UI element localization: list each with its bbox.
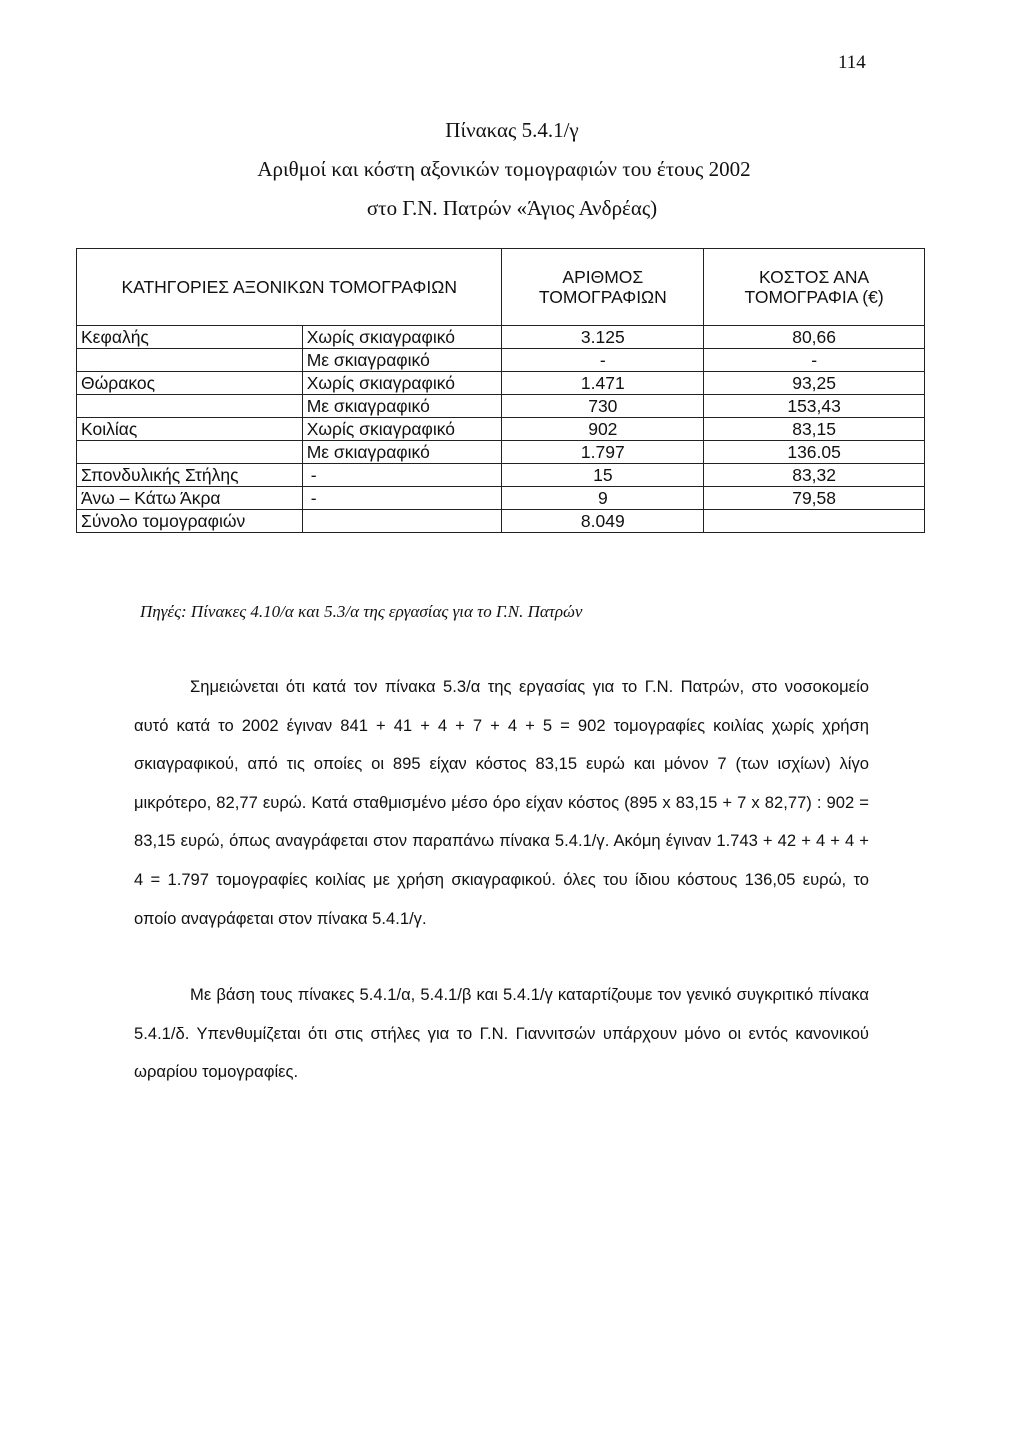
- total-label: Σύνολο τομογραφιών: [77, 510, 303, 533]
- header-category: ΚΑΤΗΓΟΡΙΕΣ ΑΞΟΝΙΚΩΝ ΤΟΜΟΓΡΑΦΙΩΝ: [77, 249, 502, 326]
- row-category: [77, 441, 303, 464]
- row-subcategory: Με σκιαγραφικό: [302, 349, 502, 372]
- row-count: 3.125: [502, 326, 704, 349]
- total-count: 8.049: [502, 510, 704, 533]
- header-count: ΑΡΙΘΜΟΣ ΤΟΜΟΓΡΑΦΙΩΝ: [502, 249, 704, 326]
- row-cost: 153,43: [704, 395, 925, 418]
- row-count: -: [502, 349, 704, 372]
- row-count: 15: [502, 464, 704, 487]
- row-count: 9: [502, 487, 704, 510]
- header-cost: ΚΟΣΤΟΣ ΑΝΑ ΤΟΜΟΓΡΑΦΙΑ (€): [704, 249, 925, 326]
- table-row: [77, 464, 925, 487]
- table-row: [77, 372, 925, 395]
- table-row: [77, 326, 925, 349]
- row-category: Θώρακος: [77, 372, 303, 395]
- page-number: 114: [838, 52, 866, 73]
- row-subcategory: Χωρίς σκιαγραφικό: [302, 372, 502, 395]
- row-cost: 80,66: [704, 326, 925, 349]
- row-subcategory: Χωρίς σκιαγραφικό: [302, 418, 502, 441]
- table-row: [77, 441, 925, 464]
- table-number: Πίνακας 5.4.1/γ: [445, 118, 579, 142]
- paragraph: Σημειώνεται ότι κατά τον πίνακα 5.3/α της εργασίας για το Γ.Ν. Πατρών, στο νοσοκομείο αυτό κατά το 2002 έγιναν 841 + 41 + 4 + 7 + 4 + 5 = 902 τομογραφίες κοιλίας χωρίς χρήση σκιαγραφικού, από τις οποίες οι 895 είχαν κόστος 83,15 ευρώ και μόνον 7 (των ισχίων) λίγο μικρότερο, 82,77 ευρώ. Κατά σταθμισμένο μέσο όρο είχαν κόστος (895 x 83,15 + 7 x 82,77) : 902 = 83,15 ευρώ, όπως αναγράφεται στον παραπάνω πίνακα 5.4.1/γ. Ακόμη έγιναν 1.743 + 42 + 4 + 4 + 4 = 1.797 τομογραφίες κοιλίας με χρήση σκιαγραφικού. όλες του ίδιου κόστους 136,05 ευρώ, το οποίο αναγράφεται στον πίνακα 5.4.1/γ.: [134, 677, 869, 928]
- table-row: [77, 395, 925, 418]
- tomography-table: [76, 248, 925, 533]
- row-category: [77, 349, 303, 372]
- table-row: [77, 418, 925, 441]
- row-cost: 83,15: [704, 418, 925, 441]
- row-subcategory: Με σκιαγραφικό: [302, 441, 502, 464]
- row-count: 1.797: [502, 441, 704, 464]
- row-category: Άνω – Κάτω Άκρα: [77, 487, 303, 510]
- row-cost: [704, 510, 925, 533]
- row-cost: 83,32: [704, 464, 925, 487]
- row-subcategory: -: [302, 464, 502, 487]
- row-cost: 79,58: [704, 487, 925, 510]
- row-cost: 93,25: [704, 372, 925, 395]
- sources-note: Πηγές: Πίνακες 4.10/α και 5.3/α της εργασίας για το Γ.Ν. Πατρών: [140, 602, 583, 621]
- row-subcategory: Χωρίς σκιαγραφικό: [302, 326, 502, 349]
- row-cost: -: [704, 349, 925, 372]
- row-category: Σπονδυλικής Στήλης: [77, 464, 303, 487]
- table-title: Αριθμοί και κόστη αξονικών τομογραφιών του έτους 2002: [257, 157, 751, 181]
- row-subcategory: Με σκιαγραφικό: [302, 395, 502, 418]
- table-row: [77, 349, 925, 372]
- table-row: [77, 487, 925, 510]
- paragraph: Με βάση τους πίνακες 5.4.1/α, 5.4.1/β και 5.4.1/γ καταρτίζουμε τον γενικό συγκριτικό πίνακα 5.4.1/δ. Υπενθυμίζεται ότι στις στήλες για το Γ.Ν. Γιαννιτσών υπάρχουν μόνο οι εντός κανονικού ωραρίου τομογραφίες.: [134, 985, 869, 1082]
- row-subcategory: -: [302, 487, 502, 510]
- table-subtitle: στο Γ.Ν. Πατρών «Άγιος Ανδρέας): [366, 196, 658, 220]
- row-count: 1.471: [502, 372, 704, 395]
- row-subcategory: [302, 510, 502, 533]
- row-category: Κεφαλής: [77, 326, 303, 349]
- row-cost: 136.05: [704, 441, 925, 464]
- table-header-row: [77, 249, 925, 326]
- row-count: 730: [502, 395, 704, 418]
- body-text: [134, 668, 869, 1092]
- row-category: [77, 395, 303, 418]
- table-total-row: [77, 510, 925, 533]
- row-count: 902: [502, 418, 704, 441]
- row-category: Κοιλίας: [77, 418, 303, 441]
